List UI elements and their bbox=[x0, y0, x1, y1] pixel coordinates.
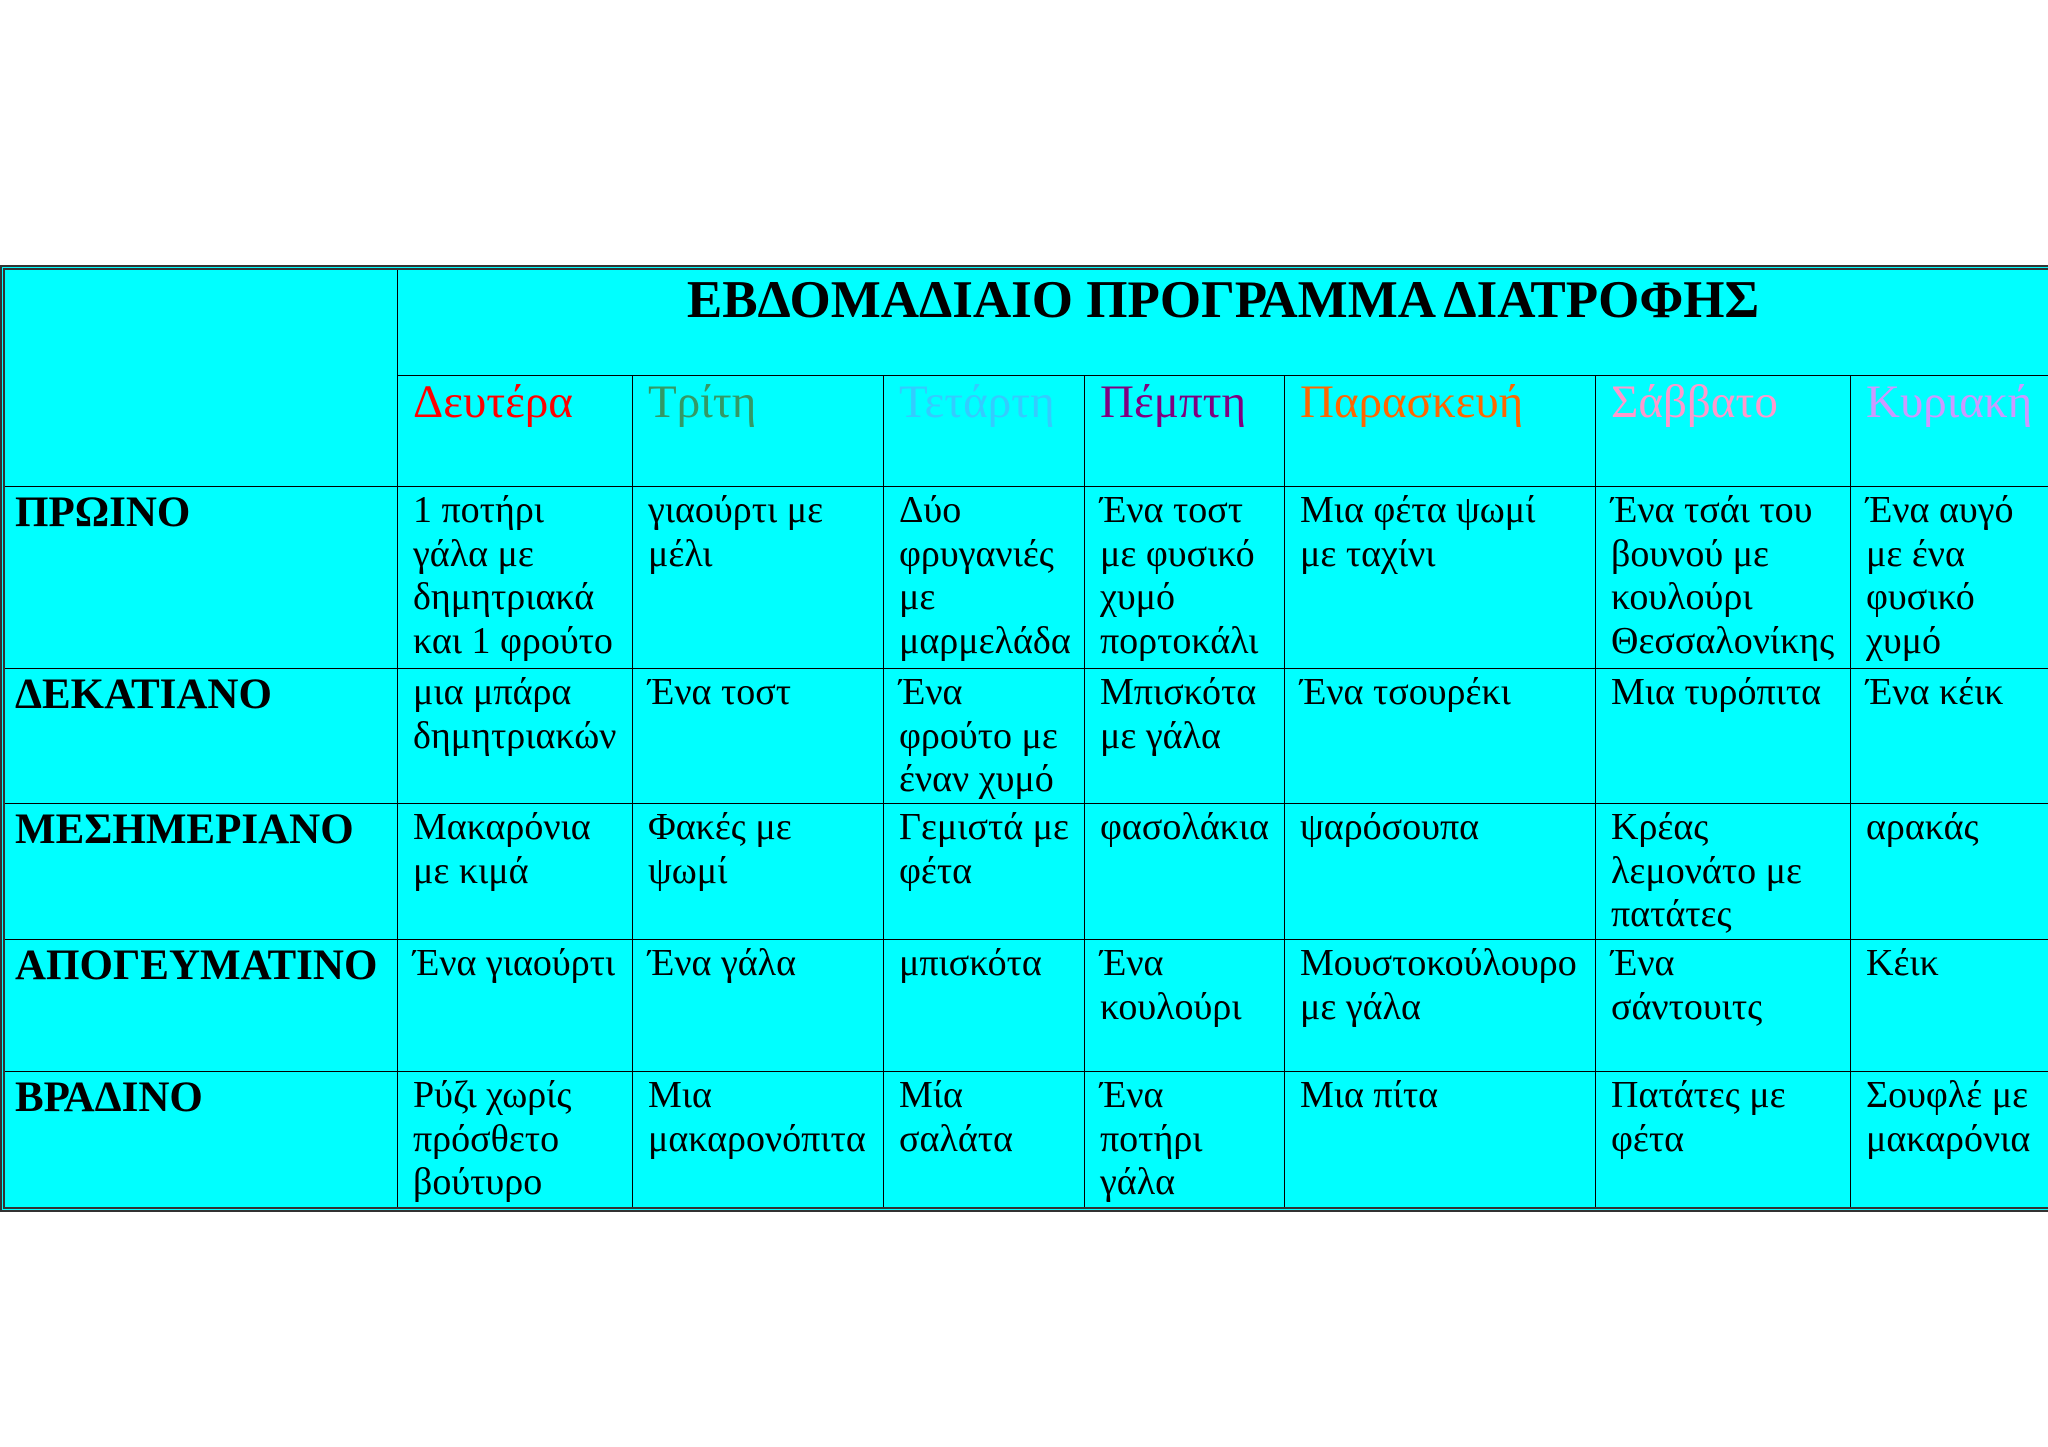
table-cell: Ρύζι χωρίς πρόσθετο βούτυρο bbox=[398, 1072, 633, 1207]
meal-label-dinner: ΒΡΑΔΙΝΟ bbox=[5, 1072, 398, 1207]
table-cell: Ένα κέικ bbox=[1851, 669, 2048, 804]
corner-cell bbox=[5, 270, 398, 487]
weekly-diet-schedule-table bbox=[0, 265, 2048, 1212]
table-cell: Κέικ bbox=[1851, 940, 2048, 1072]
table-cell: Μια τυρόπιτα bbox=[1596, 669, 1851, 804]
table-cell: Μια μακαρονόπιτα bbox=[633, 1072, 884, 1207]
table-cell: μπισκότα bbox=[884, 940, 1085, 1072]
day-header-sunday: Κυριακή bbox=[1851, 376, 2048, 487]
day-header-thursday: Πέμπτη bbox=[1085, 376, 1285, 487]
table-cell: Μία σαλάτα bbox=[884, 1072, 1085, 1207]
table-cell: Ένα γάλα bbox=[633, 940, 884, 1072]
table-cell: Γεμιστά με φέτα bbox=[884, 804, 1085, 940]
table-cell: Μπισκότα με γάλα bbox=[1085, 669, 1285, 804]
table-cell: Ένα κουλούρι bbox=[1085, 940, 1285, 1072]
table-cell: Κρέας λεμονάτο με πατάτες bbox=[1596, 804, 1851, 940]
table-cell: Ένα τοστ bbox=[633, 669, 884, 804]
day-header-monday: Δευτέρα bbox=[398, 376, 633, 487]
table-title: ΕΒΔΟΜΑΔΙΑΙΟ ΠΡΟΓΡΑΜΜΑ ΔΙΑΤΡΟΦΗΣ bbox=[398, 270, 2048, 376]
day-header-wednesday: Τετάρτη bbox=[884, 376, 1085, 487]
table-cell: Ένα τσάι του βουνού με κουλούρι Θεσσαλονίκης bbox=[1596, 487, 1851, 669]
table-cell: Μια φέτα ψωμί με ταχίνι bbox=[1285, 487, 1596, 669]
meal-label-breakfast: ΠΡΩΙΝΟ bbox=[5, 487, 398, 669]
meal-label-lunch: ΜΕΣΗΜΕΡΙΑΝΟ bbox=[5, 804, 398, 940]
day-header-tuesday: Τρίτη bbox=[633, 376, 884, 487]
table-cell: Ένα τοστ με φυσικό χυμό πορτοκάλι bbox=[1085, 487, 1285, 669]
table-cell: Ένα ποτήρι γάλα bbox=[1085, 1072, 1285, 1207]
table-cell: ψαρόσουπα bbox=[1285, 804, 1596, 940]
table-cell: Μια πίτα bbox=[1285, 1072, 1596, 1207]
day-header-saturday: Σάββατο bbox=[1596, 376, 1851, 487]
table-cell: 1 ποτήρι γάλα με δημητριακά και 1 φρούτο bbox=[398, 487, 633, 669]
table-cell: Φακές με ψωμί bbox=[633, 804, 884, 940]
table-cell: Σουφλέ με μακαρόνια bbox=[1866, 1074, 2031, 1160]
table-cell: αρακάς bbox=[1851, 804, 2048, 940]
table-cell: Δύο φρυγανιές με μαρμελάδα bbox=[884, 487, 1085, 669]
day-header-friday: Παρασκευή bbox=[1285, 376, 1596, 487]
table-cell: Ένα αυγό με ένα φυσικό χυμό bbox=[1851, 487, 2048, 669]
table-cell: Μακαρόνια με κιμά bbox=[398, 804, 633, 940]
meal-label-morning-snack: ΔΕΚΑΤΙΑΝΟ bbox=[5, 669, 398, 804]
table-cell: μια μπάρα δημητριακών bbox=[398, 669, 633, 804]
table-cell: Ένα τσουρέκι bbox=[1285, 669, 1596, 804]
table-cell: Ένα γιαούρτι bbox=[398, 940, 633, 1072]
table-cell: γιαούρτι με μέλι bbox=[633, 487, 884, 669]
table-cell: Πατάτες με φέτα bbox=[1596, 1072, 1851, 1207]
table-cell: Μουστοκούλουρο με γάλα bbox=[1285, 940, 1596, 1072]
table-cell: Ένα σάντουιτς bbox=[1596, 940, 1851, 1072]
table-cell: Ένα φρούτο με έναν χυμό bbox=[884, 669, 1085, 804]
meal-label-afternoon-snack: ΑΠΟΓΕΥΜΑΤΙΝΟ bbox=[5, 940, 398, 1072]
table-cell: φασολάκια bbox=[1085, 804, 1285, 940]
